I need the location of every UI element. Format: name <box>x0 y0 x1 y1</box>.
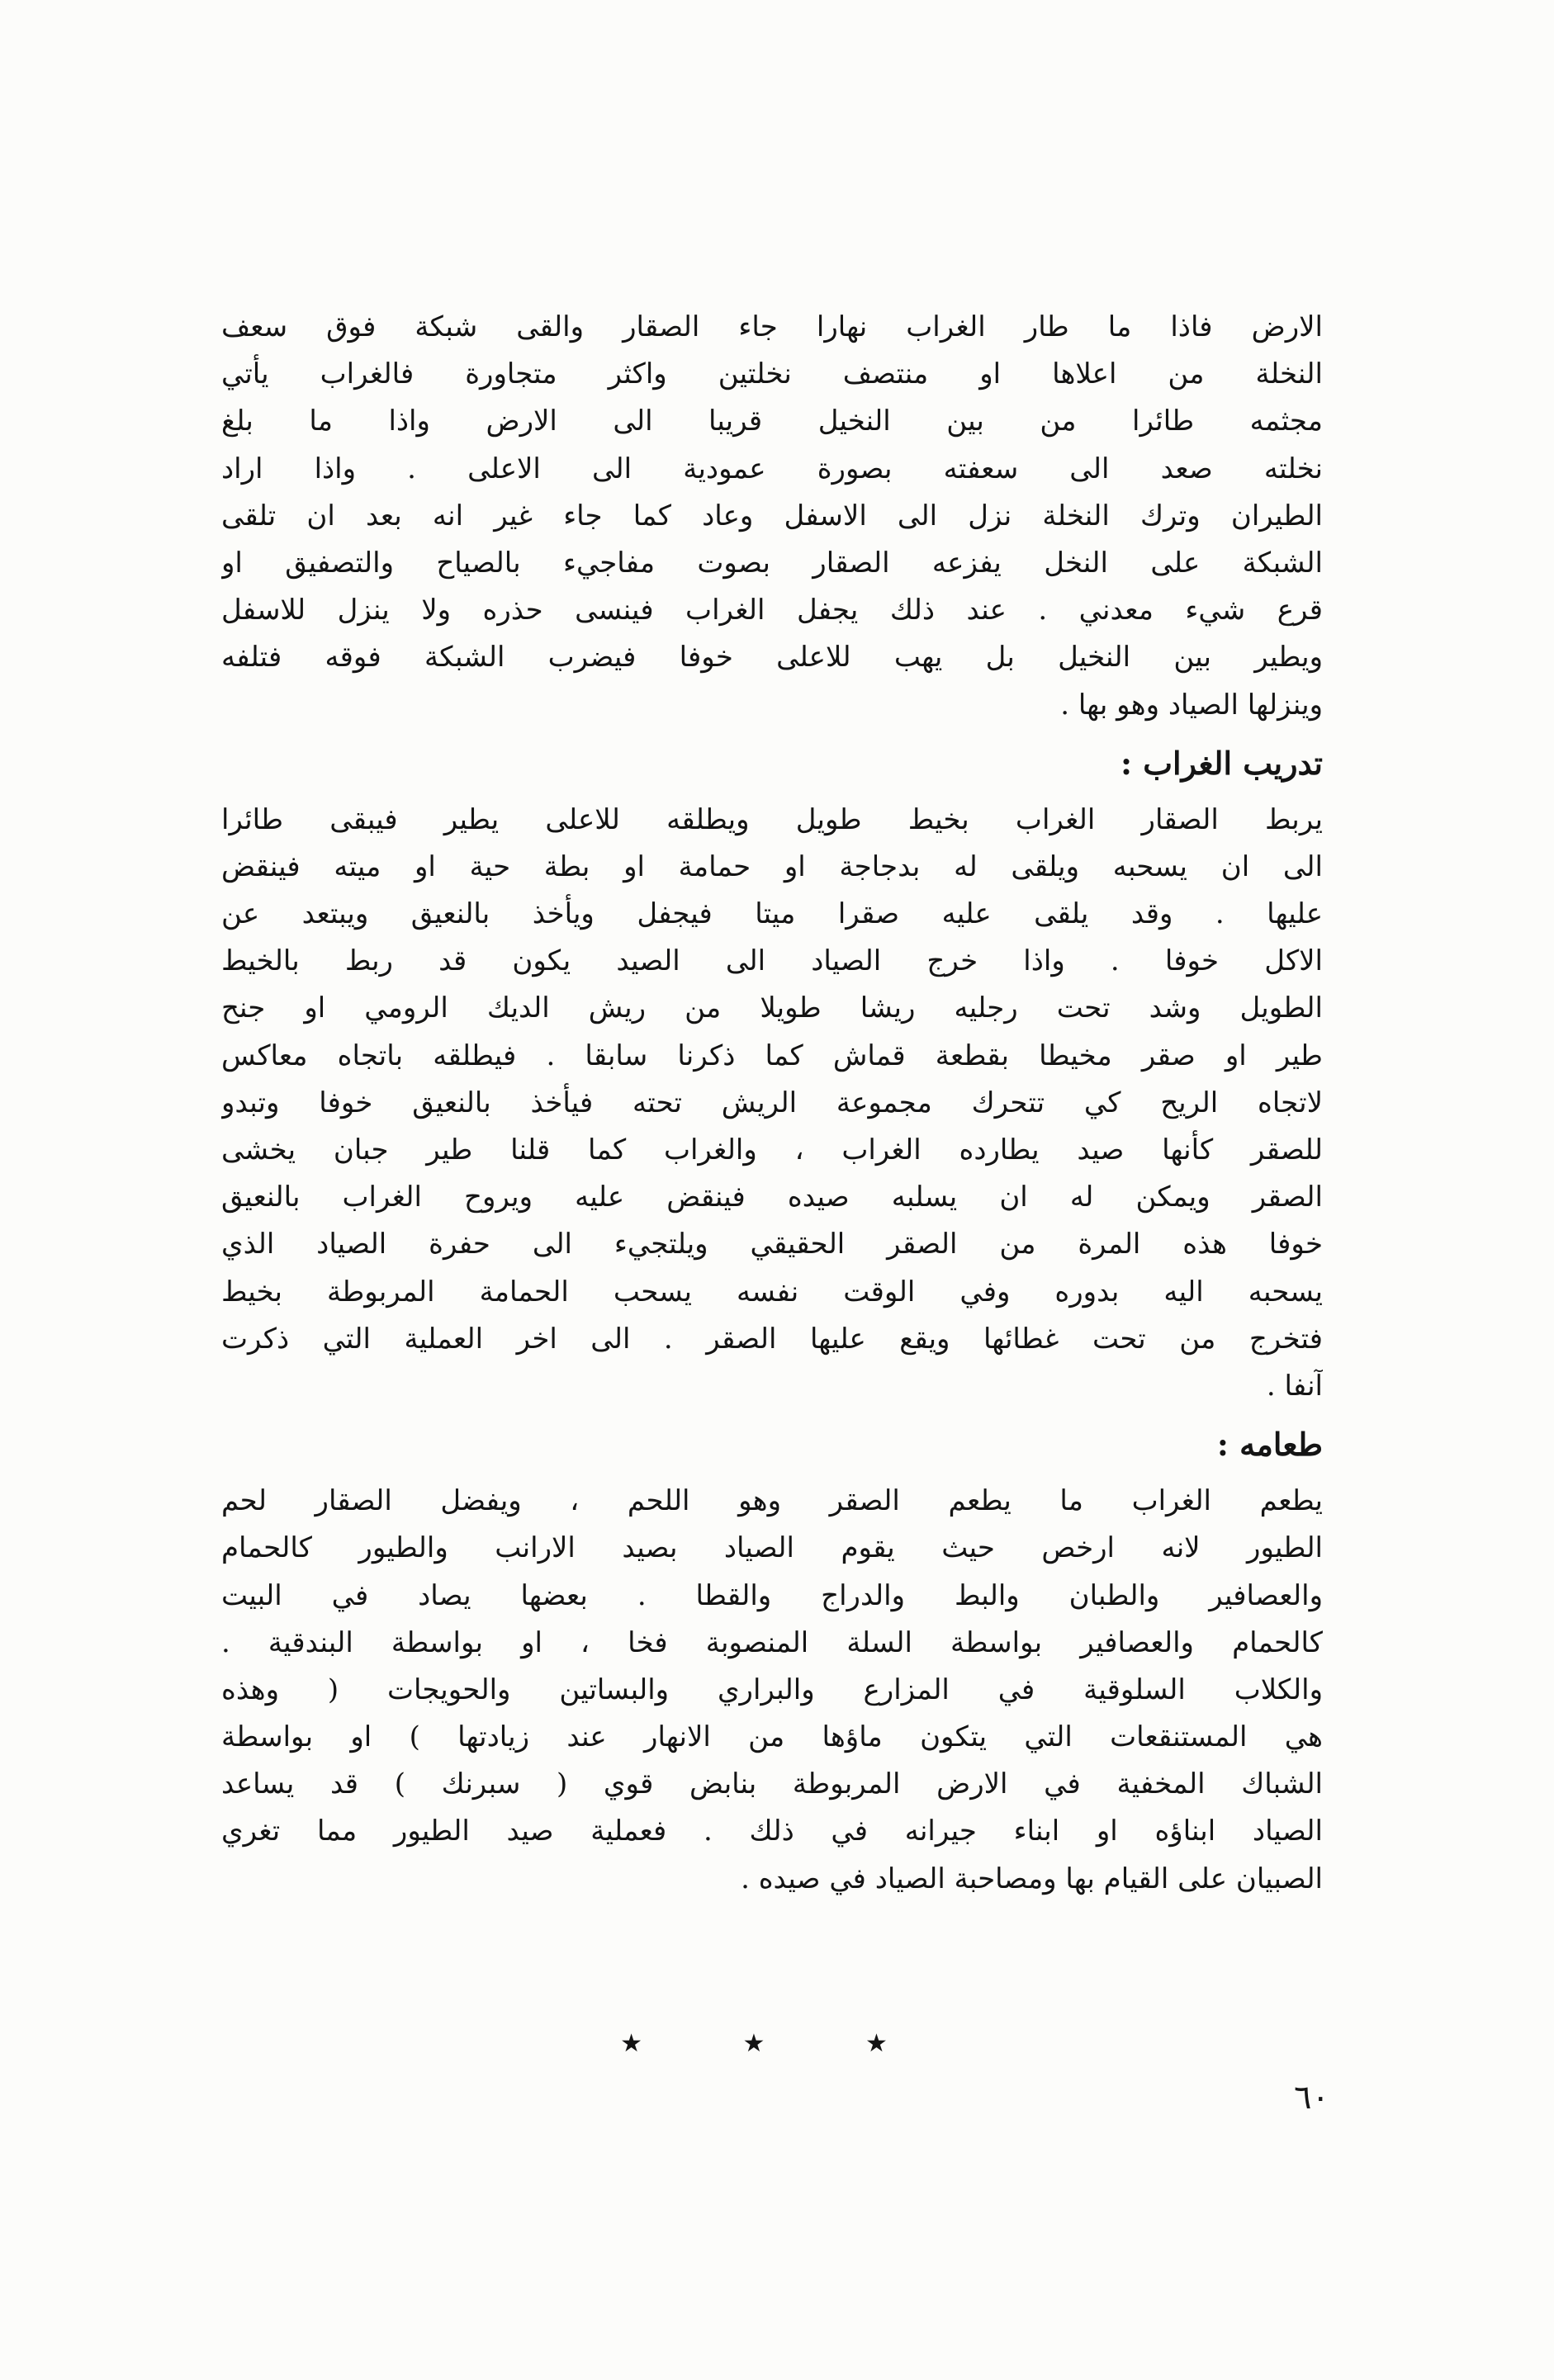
text-line: الصياد ابناؤه او ابناء جيرانه في ذلك . فعملية صيد الطيور مما تغري <box>221 1815 1323 1848</box>
text-line: ويطير بين النخيل بل يهب للاعلى خوفا فيضرب الشبكة فوقه فتلفه <box>221 641 1323 674</box>
text-line: الطيور لانه ارخص حيث يقوم الصياد بصيد الارانب والطيور كالحمام <box>221 1531 1323 1565</box>
text-section <box>221 1415 1323 1903</box>
text-line: نخلته صعد الى سعفته بصورة عمودية الى الاعلى . واذا اراد <box>221 452 1323 485</box>
section-separator-stars: ★ ★ ★ <box>620 2029 934 2058</box>
text-line: فتخرج من تحت غطائها ويقع عليها الصقر . الى اخر العملية التي ذكرت <box>221 1322 1323 1356</box>
text-section <box>221 734 1323 1410</box>
text-line: يطعم الغراب ما يطعم الصقر وهو اللحم ، ويفضل الصقار لحم <box>221 1484 1323 1518</box>
text-line: هي المستنقعات التي يتكون ماؤها من الانهار عند زيادتها ) او بواسطة <box>221 1720 1323 1754</box>
text-line: عليها . وقد يلقى عليه صقرا ميتا فيجفل ويأخذ بالنعيق ويبتعد عن <box>221 897 1323 931</box>
text-line: الصقر ويمكن له ان يسلبه صيده فينقض عليه ويروح الغراب بالنعيق <box>221 1181 1323 1214</box>
text-line: آنفا . <box>1266 1369 1323 1403</box>
text-line: الشبكة على النخل يفزعه الصقار بصوت مفاجيء بالصياح والتصفيق او <box>221 546 1323 580</box>
text-line: طير او صقر مخيطا بقطعة قماش كما ذكرنا سابقا . فيطلقه باتجاه معاكس <box>221 1039 1323 1072</box>
text-line: الصبيان على القيام بها ومصاحبة الصياد في صيده . <box>741 1862 1323 1895</box>
text-line: والكلاب السلوقية في المزارع والبراري والبساتين والحويجات ( وهذه <box>221 1673 1323 1706</box>
text-line: والعصافير والطبان والبط والدراج والقطا . بعضها يصاد في البيت <box>221 1578 1323 1612</box>
section-heading: طعامه : <box>1216 1426 1323 1464</box>
text-line: لاتجاه الريح كي تتحرك مجموعة الريش تحته فيأخذ بالنعيق خوفا وتبدو <box>221 1086 1323 1119</box>
text-line: قرع شيء معدني . عند ذلك يجفل الغراب فينسى حذره ولا ينزل للاسفل <box>221 594 1323 627</box>
text-line: كالحمام والعصافير بواسطة السلة المنصوبة فخا ، او بواسطة البندقية . <box>221 1625 1323 1659</box>
text-line: للصقر كأنها صيد يطارده الغراب ، والغراب كما قلنا طير جبان يخشى <box>221 1133 1323 1166</box>
text-line: الطيران وترك النخلة نزل الى الاسفل وعاد كما جاء غير انه بعد ان تلقى <box>221 499 1323 532</box>
text-line: وينزلها الصياد وهو بها . <box>1060 688 1323 722</box>
text-line: الشباك المخفية في الارض المربوطة بنابض قوي ( سبرنك ) قد يساعد <box>221 1767 1323 1801</box>
text-line: الارض فاذا ما طار الغراب نهارا جاء الصقار والقى شبكة فوق سعف <box>221 310 1323 343</box>
text-line: يسحبه اليه بدوره وفي الوقت نفسه يسحب الحمامة المربوطة بخيط <box>221 1275 1323 1308</box>
text-line: الى ان يسحبه ويلقى له بدجاجة او حمامة او بطة حية او ميته فينقض <box>221 849 1323 883</box>
text-line: الطويل وشد تحت رجليه ريشا طويلا من ريش الديك الرومي او جنح <box>221 991 1323 1025</box>
page-number: ٦٠ <box>1294 2079 1329 2117</box>
text-line: مجثمه طائرا من بين النخيل قريبا الى الارض واذا ما بلغ <box>221 405 1323 438</box>
section-heading: تدريب الغراب : <box>1120 744 1323 782</box>
text-line: الاكل خوفا . واذا خرج الصياد الى الصيد يكون قد ربط بالخيط <box>221 944 1323 978</box>
text-line: النخلة من اعلاها او منتصف نخلتين واكثر متجاورة فالغراب يأتي <box>221 357 1323 391</box>
text-line: خوفا هذه المرة من الصقر الحقيقي ويلتجيء الى حفرة الصياد الذي <box>221 1228 1323 1261</box>
text-section <box>221 304 1323 729</box>
text-line: يربط الصقار الغراب بخيط طويل ويطلقه للاعلى يطير فيبقى طائرا <box>221 802 1323 836</box>
page-body-text <box>221 304 1323 1903</box>
